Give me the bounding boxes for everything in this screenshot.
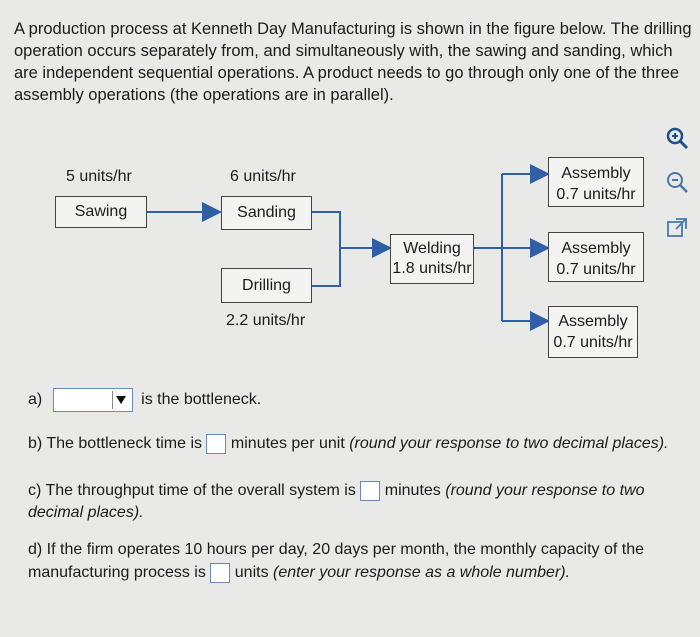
connector-sanding [311,212,340,286]
assembly-1-label: Assembly [561,165,631,182]
question-b-suffix: minutes per unit [230,435,345,453]
question-c-note-1: (round your response to two [445,482,645,499]
bottleneck-time-input[interactable] [206,434,226,454]
zoom-in-icon[interactable] [664,125,690,151]
question-a-prefix: a) [28,391,43,409]
question-b-note: (round your response to two decimal places). [349,435,669,453]
assembly-3-label: Assembly [558,313,628,330]
assembly-box-2 [548,232,644,282]
assembly-box-1 [548,157,644,207]
welding-rate: 1.8 units/hr [392,260,472,277]
question-b [28,434,668,454]
sawing-box: Sawing [55,196,147,228]
drilling-rate: 2.2 units/hr [226,312,306,329]
problem-statement: A production process at Kenneth Day Manufacturing is shown in the figure below. The drilling operation occurs separately from, and simultaneously with, the sawing and sanding, which are independent sequential operations. A product needs to go through only one of the three assembly operations (the operations are in parallel). [14,20,692,104]
welding-box [390,234,474,284]
question-c-prefix: c) The throughput time of the overall system is [28,482,356,499]
question-d-note: (enter your response as a whole number). [273,564,571,581]
assembly-box-3 [548,306,638,358]
question-c-note-2: decimal places). [28,504,144,521]
sanding-box: Sanding [221,196,312,230]
question-d-line1: d) If the firm operates 10 hours per day, 20 days per month, the monthly capacity of the [28,541,645,558]
assembly-2-label: Assembly [561,240,631,257]
question-c-suffix: minutes [384,482,441,499]
question-c [28,480,644,524]
question-a-suffix: is the bottleneck. [141,391,262,409]
question-d-suffix: units [234,564,269,581]
monthly-capacity-input[interactable] [210,563,230,583]
bottleneck-dropdown[interactable] [53,388,133,412]
question-d-prefix: manufacturing process is [28,564,206,581]
assembly-1-rate: 0.7 units/hr [556,186,636,203]
chevron-down-icon [112,391,129,409]
zoom-out-icon[interactable] [664,169,690,195]
throughput-time-input[interactable] [360,481,380,501]
question-a [28,388,261,412]
assembly-2-rate: 0.7 units/hr [556,261,636,278]
question-d [28,538,644,584]
drilling-box: Drilling [221,268,312,303]
popout-icon[interactable] [664,215,690,241]
sawing-rate: 5 units/hr [66,168,132,185]
assembly-3-rate: 0.7 units/hr [553,334,633,351]
sanding-rate: 6 units/hr [230,168,296,185]
welding-label: Welding [403,240,461,257]
question-b-prefix: b) The bottleneck time is [28,435,203,453]
